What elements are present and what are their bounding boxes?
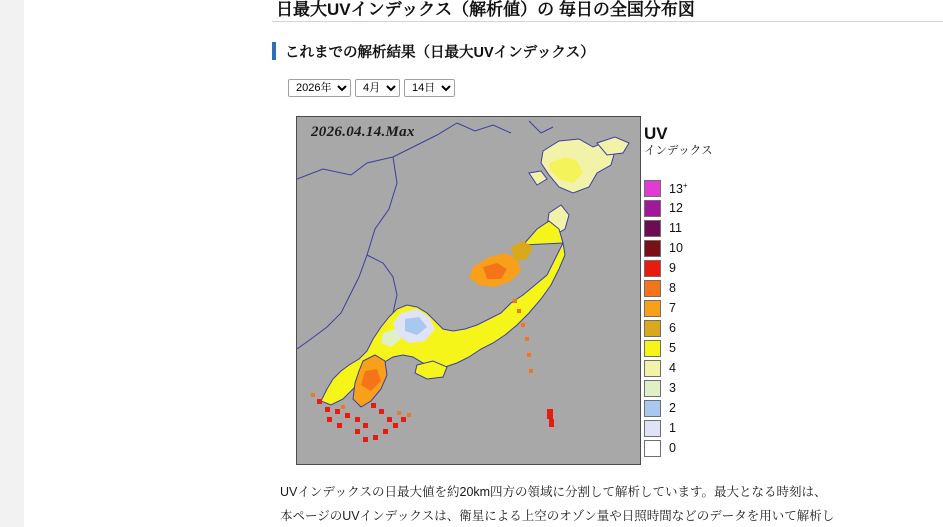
section-title: これまでの解析結果（日最大UVインデックス） bbox=[285, 44, 595, 61]
legend-swatch-1 bbox=[644, 420, 661, 437]
section-header bbox=[272, 41, 595, 61]
legend-swatch-11 bbox=[644, 220, 661, 237]
note-line-2: 本ページのUVインデックスは、衛星による上空のオゾン量や日照時間などのデータを用いて解析し bbox=[280, 509, 835, 523]
legend-label-11: 11 bbox=[669, 220, 682, 235]
legend-item bbox=[644, 338, 754, 358]
legend-label-2: 2 bbox=[669, 400, 676, 415]
title-divider bbox=[272, 21, 943, 22]
legend-item bbox=[644, 258, 754, 278]
page-left-gutter bbox=[0, 0, 24, 527]
legend-label-5: 5 bbox=[669, 340, 676, 355]
legend-label-4: 4 bbox=[669, 360, 676, 375]
legend-item bbox=[644, 318, 754, 338]
legend-swatch-2 bbox=[644, 400, 661, 417]
legend-swatch-4 bbox=[644, 360, 661, 377]
legend bbox=[644, 124, 754, 458]
note-line-1: UVインデックスの日最大値を約20km四方の領域に分割して解析しています。最大となる時刻は、 bbox=[280, 485, 827, 499]
legend-label-0: 0 bbox=[669, 440, 676, 455]
map-graphic bbox=[297, 117, 638, 462]
legend-label-13: 13+ bbox=[669, 181, 688, 197]
legend-item bbox=[644, 238, 754, 258]
legend-label-1: 1 bbox=[669, 420, 676, 435]
section-accent-bar bbox=[272, 42, 276, 60]
legend-item bbox=[644, 278, 754, 298]
legend-title: UV bbox=[644, 124, 668, 143]
legend-item bbox=[644, 418, 754, 438]
legend-label-3: 3 bbox=[669, 380, 676, 395]
page-title: 日最大UVインデックス（解析値）の 毎日の全国分布図 bbox=[276, 0, 695, 19]
date-selectors bbox=[288, 79, 455, 97]
notes-block bbox=[280, 480, 943, 527]
legend-item bbox=[644, 218, 754, 238]
legend-item bbox=[644, 358, 754, 378]
month-select[interactable] bbox=[355, 79, 400, 97]
legend-swatch-13 bbox=[644, 180, 661, 197]
legend-swatch-0 bbox=[644, 440, 661, 457]
legend-label-12: 12 bbox=[669, 200, 683, 215]
map-date-stamp: 2026.04.14.Max bbox=[311, 124, 415, 140]
legend-subtitle: インデックス bbox=[644, 145, 713, 157]
legend-label-8: 8 bbox=[669, 280, 676, 295]
legend-item bbox=[644, 298, 754, 318]
legend-label-7: 7 bbox=[669, 300, 676, 315]
uv-index-map[interactable] bbox=[296, 116, 641, 465]
legend-swatch-12 bbox=[644, 200, 661, 217]
legend-swatch-8 bbox=[644, 280, 661, 297]
legend-item bbox=[644, 378, 754, 398]
legend-item bbox=[644, 178, 754, 198]
legend-swatch-3 bbox=[644, 380, 661, 397]
legend-item bbox=[644, 398, 754, 418]
legend-label-9: 9 bbox=[669, 260, 676, 275]
legend-label-10: 10 bbox=[669, 240, 683, 255]
legend-swatch-9 bbox=[644, 260, 661, 277]
year-select[interactable] bbox=[288, 79, 351, 97]
legend-swatch-5 bbox=[644, 340, 661, 357]
legend-swatch-10 bbox=[644, 240, 661, 257]
legend-item bbox=[644, 438, 754, 458]
day-select[interactable] bbox=[404, 79, 455, 97]
legend-swatch-7 bbox=[644, 300, 661, 317]
legend-item bbox=[644, 198, 754, 218]
page-content bbox=[24, 0, 943, 527]
legend-swatch-6 bbox=[644, 320, 661, 337]
legend-items bbox=[644, 178, 754, 458]
legend-label-6: 6 bbox=[669, 320, 676, 335]
